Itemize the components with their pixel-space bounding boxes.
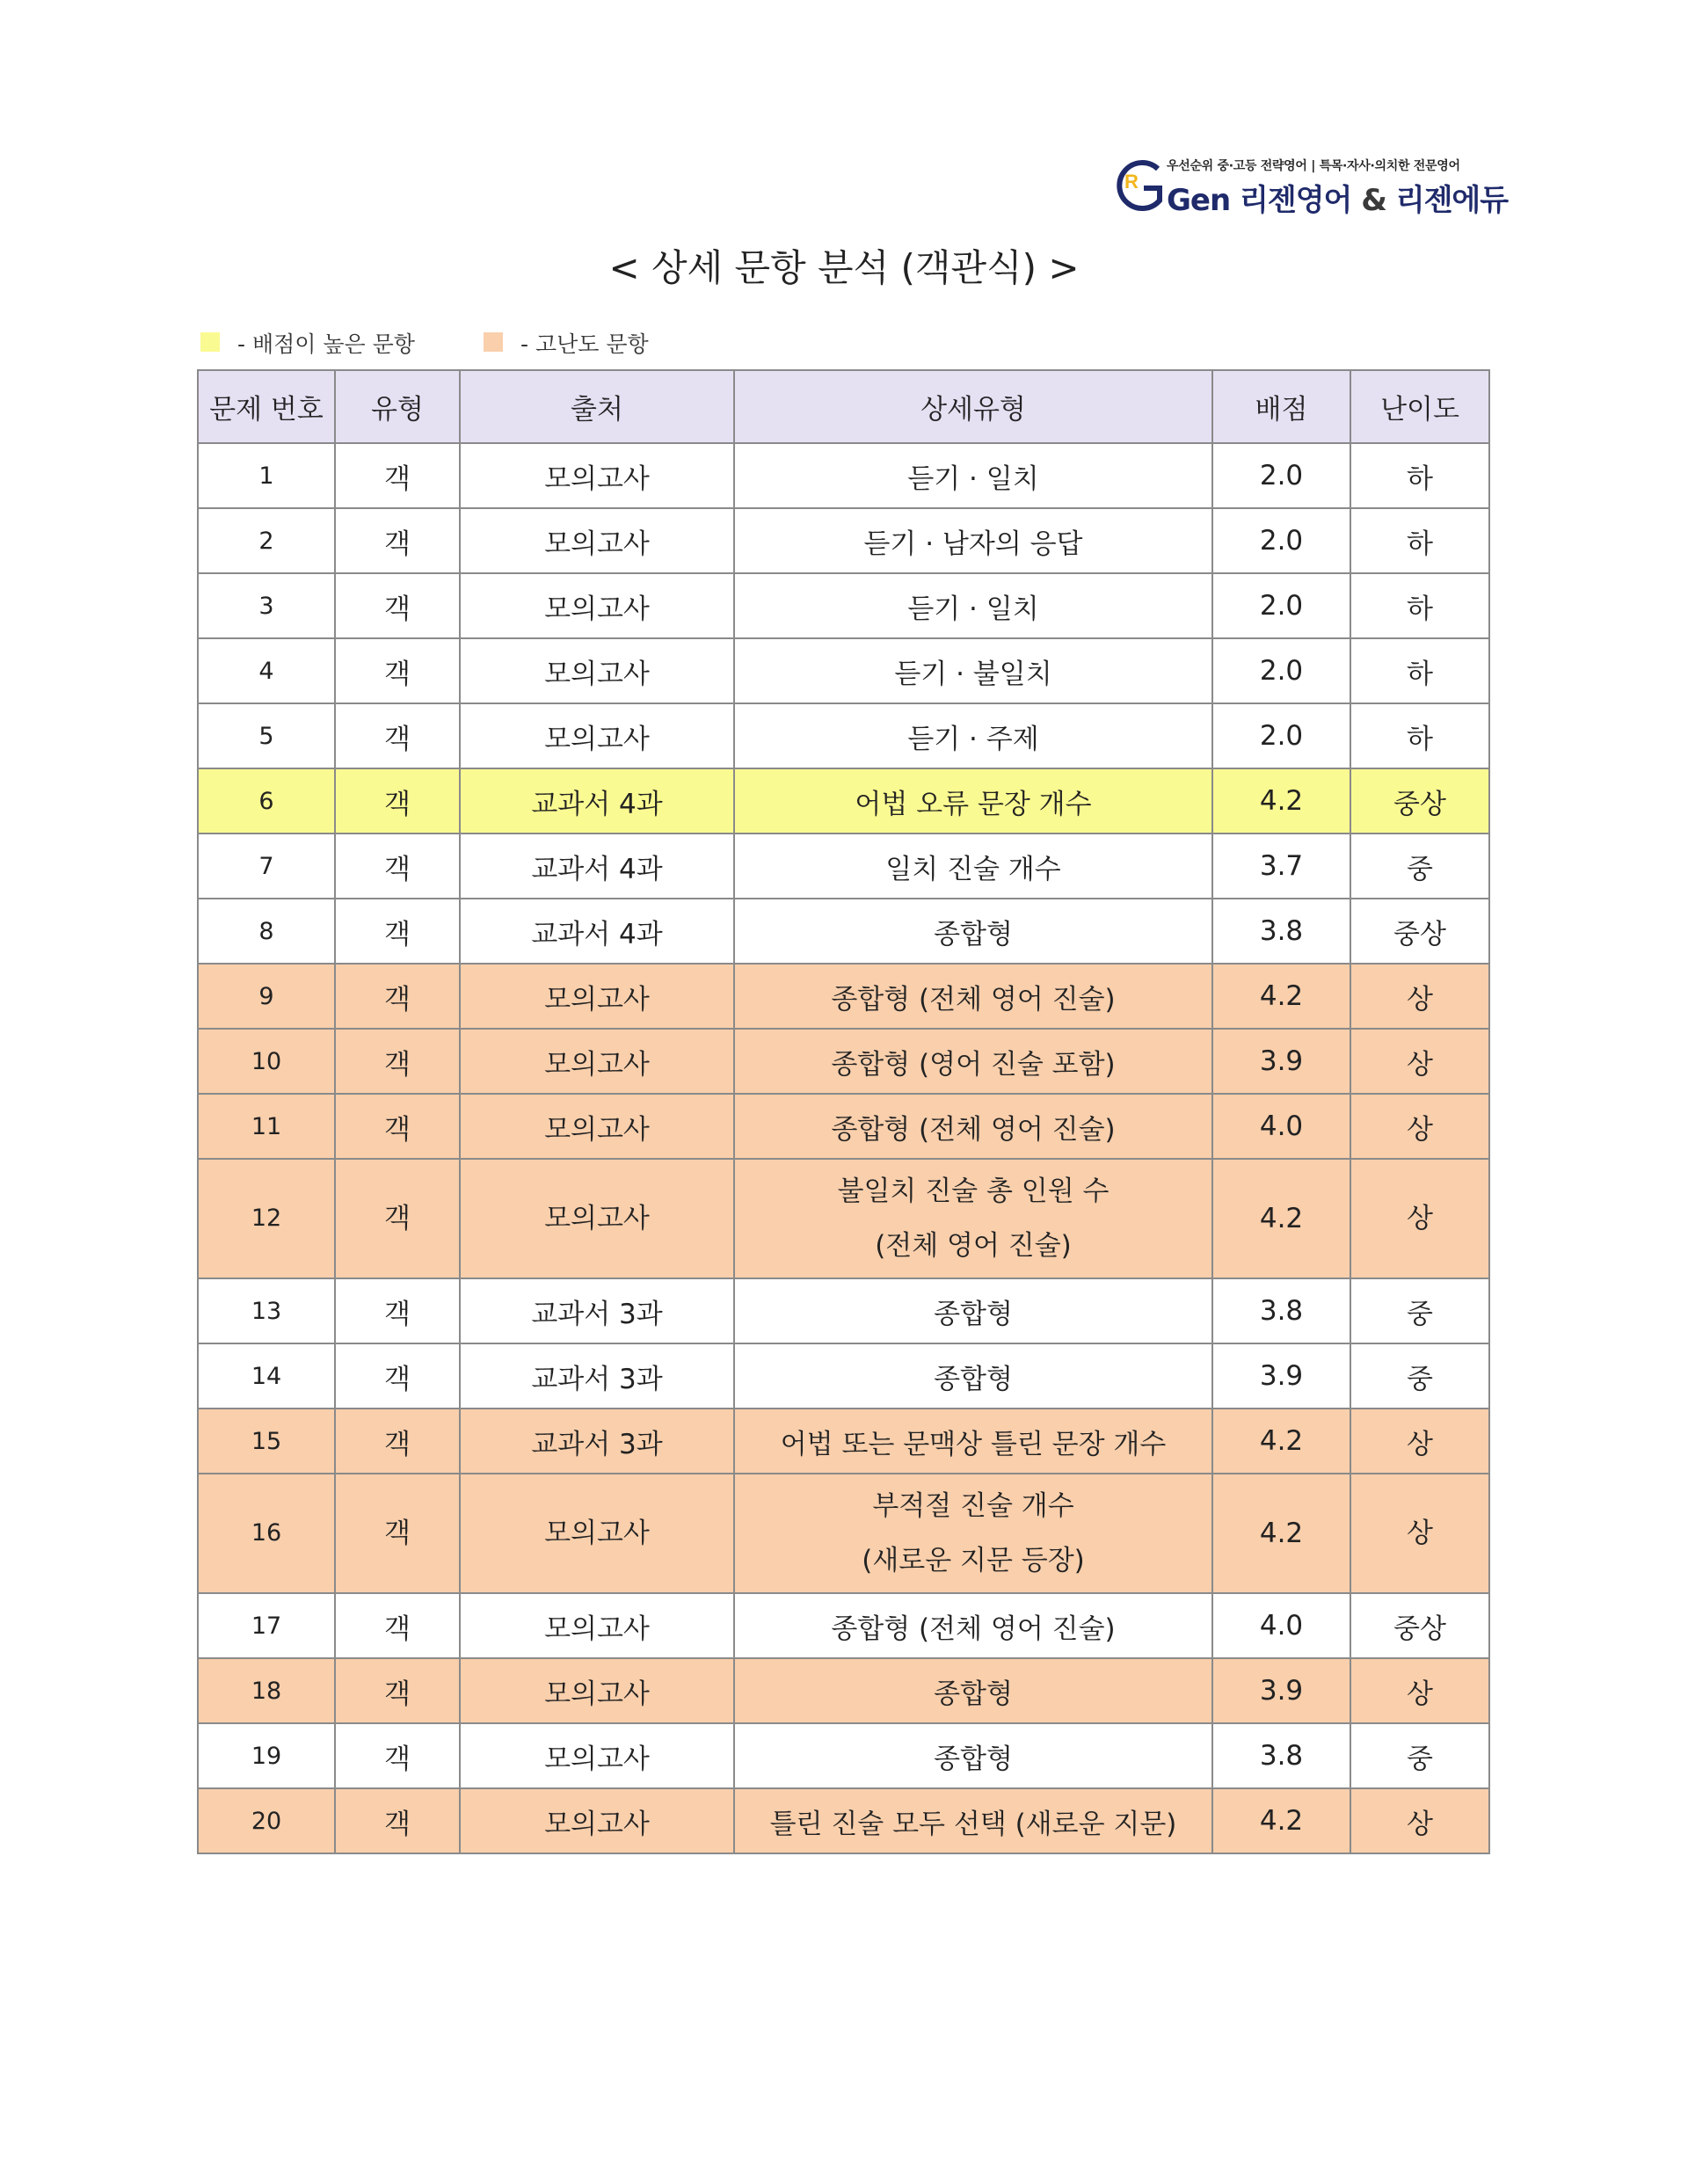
cell-detail-type [734, 638, 1212, 703]
cell-type: 객 [335, 1593, 460, 1658]
cell-score: 3.8 [1212, 1723, 1350, 1788]
cell-question-number: 18 [198, 1658, 335, 1723]
detail-line: 종합형 (전체 영어 진술) [831, 1113, 1116, 1146]
cell-detail-type [734, 1278, 1212, 1343]
table-row [198, 1094, 1489, 1159]
cell-score: 2.0 [1212, 703, 1350, 768]
cell-type: 객 [335, 1094, 460, 1159]
table-row [198, 1658, 1489, 1723]
cell-difficulty: 상 [1350, 964, 1489, 1029]
cell-question-number: 2 [198, 508, 335, 573]
cell-source: 모의고사 [460, 1474, 734, 1593]
legend-label: - 고난도 문항 [520, 331, 649, 357]
header-difficulty: 난이도 [1350, 370, 1489, 443]
cell-source: 교과서 3과 [460, 1278, 734, 1343]
cell-score: 4.0 [1212, 1593, 1350, 1658]
cell-score: 2.0 [1212, 573, 1350, 638]
legend-swatch-hard [484, 332, 503, 352]
cell-score: 2.0 [1212, 443, 1350, 508]
table-row [198, 1343, 1489, 1409]
cell-question-number: 14 [198, 1343, 335, 1409]
cell-difficulty: 중 [1350, 1343, 1489, 1409]
table-row [198, 508, 1489, 573]
cell-difficulty: 중상 [1350, 899, 1489, 964]
detail-line: 듣기 · 일치 [907, 462, 1039, 495]
cell-source: 교과서 4과 [460, 768, 734, 834]
cell-type: 객 [335, 1409, 460, 1474]
table-row [198, 834, 1489, 899]
cell-score: 3.9 [1212, 1343, 1350, 1409]
cell-source: 모의고사 [460, 1094, 734, 1159]
cell-source: 교과서 3과 [460, 1409, 734, 1474]
cell-source: 모의고사 [460, 703, 734, 768]
cell-question-number: 9 [198, 964, 335, 1029]
table-row [198, 1474, 1489, 1593]
table-row [198, 768, 1489, 834]
detail-line: 종합형 [934, 1298, 1013, 1330]
cell-type: 객 [335, 834, 460, 899]
cell-question-number: 20 [198, 1788, 335, 1853]
cell-question-number: 5 [198, 703, 335, 768]
cell-detail-type [734, 1094, 1212, 1159]
table-row [198, 573, 1489, 638]
cell-type: 객 [335, 1278, 460, 1343]
cell-detail-type [734, 1029, 1212, 1094]
cell-question-number: 17 [198, 1593, 335, 1658]
cell-difficulty: 상 [1350, 1094, 1489, 1159]
cell-difficulty: 상 [1350, 1658, 1489, 1723]
cell-difficulty: 하 [1350, 443, 1489, 508]
cell-difficulty: 중 [1350, 834, 1489, 899]
table-body [198, 443, 1489, 1853]
cell-source: 모의고사 [460, 638, 734, 703]
logo-brand-primary: Gen 리젠영어 [1167, 183, 1352, 218]
cell-detail-type [734, 443, 1212, 508]
cell-detail-type [734, 1658, 1212, 1723]
cell-source: 모의고사 [460, 1658, 734, 1723]
cell-type: 객 [335, 638, 460, 703]
cell-detail-type [734, 573, 1212, 638]
detail-line: 부적절 진술 개수 [872, 1490, 1074, 1522]
detail-line: (새로운 지문 등장) [862, 1545, 1085, 1576]
table-row [198, 1788, 1489, 1853]
table-row [198, 1409, 1489, 1474]
cell-source: 모의고사 [460, 1593, 734, 1658]
cell-score: 4.2 [1212, 964, 1350, 1029]
cell-score: 4.2 [1212, 1474, 1350, 1593]
cell-difficulty: 하 [1350, 508, 1489, 573]
cell-detail-type [734, 899, 1212, 964]
header-type: 유형 [335, 370, 460, 443]
table-row [198, 443, 1489, 508]
detail-line: 종합형 [934, 1743, 1013, 1775]
analysis-table [197, 369, 1490, 1854]
cell-detail-type [734, 508, 1212, 573]
cell-difficulty: 하 [1350, 703, 1489, 768]
cell-type: 객 [335, 1474, 460, 1593]
cell-detail-type [734, 1343, 1212, 1409]
cell-question-number: 11 [198, 1094, 335, 1159]
logo-mark-letter: R [1124, 171, 1139, 193]
cell-score: 4.2 [1212, 1159, 1350, 1278]
cell-score: 3.9 [1212, 1029, 1350, 1094]
detail-line: 종합형 (전체 영어 진술) [831, 983, 1116, 1016]
cell-source: 모의고사 [460, 443, 734, 508]
cell-difficulty: 상 [1350, 1788, 1489, 1853]
table-row [198, 1723, 1489, 1788]
cell-source: 모의고사 [460, 964, 734, 1029]
cell-type: 객 [335, 443, 460, 508]
cell-type: 객 [335, 1029, 460, 1094]
table-row [198, 1593, 1489, 1658]
cell-score: 4.2 [1212, 1409, 1350, 1474]
detail-line: 듣기 · 일치 [907, 593, 1039, 625]
detail-line: 종합형 [934, 1363, 1013, 1395]
cell-difficulty: 상 [1350, 1159, 1489, 1278]
detail-line: 종합형 [934, 1678, 1013, 1710]
cell-source: 모의고사 [460, 1029, 734, 1094]
header-source: 출처 [460, 370, 734, 443]
cell-question-number: 19 [198, 1723, 335, 1788]
detail-line: 종합형 (전체 영어 진술) [831, 1613, 1116, 1645]
logo-ampersand: & [1361, 183, 1386, 218]
table-row [198, 1278, 1489, 1343]
table-row [198, 899, 1489, 964]
cell-type: 객 [335, 899, 460, 964]
detail-line: 듣기 · 남자의 응답 [863, 528, 1083, 560]
cell-question-number: 16 [198, 1474, 335, 1593]
logo [1112, 149, 1509, 220]
cell-detail-type [734, 1409, 1212, 1474]
detail-line: 어법 오류 문장 개수 [855, 788, 1092, 820]
cell-score: 2.0 [1212, 508, 1350, 573]
cell-source: 교과서 4과 [460, 899, 734, 964]
cell-type: 객 [335, 1788, 460, 1853]
detail-line: (전체 영어 진술) [875, 1230, 1072, 1262]
cell-source: 모의고사 [460, 1788, 734, 1853]
cell-detail-type [734, 1723, 1212, 1788]
cell-difficulty: 하 [1350, 638, 1489, 703]
cell-detail-type [734, 1788, 1212, 1853]
cell-score: 2.0 [1212, 638, 1350, 703]
detail-line: 종합형 [934, 918, 1013, 950]
cell-detail-type [734, 1593, 1212, 1658]
detail-line: 듣기 · 불일치 [894, 658, 1052, 690]
cell-difficulty: 중 [1350, 1723, 1489, 1788]
cell-difficulty: 중 [1350, 1278, 1489, 1343]
header-score: 배점 [1212, 370, 1350, 443]
cell-detail-type [734, 1159, 1212, 1278]
cell-type: 객 [335, 1159, 460, 1278]
cell-source: 모의고사 [460, 573, 734, 638]
cell-score: 3.8 [1212, 1278, 1350, 1343]
legend-label: - 배점이 높은 문항 [237, 331, 415, 357]
logo-tagline: 우선순위 중·고등 전략영어 | 특목·자사·의치한 전문영어 [1167, 159, 1460, 173]
table-row [198, 703, 1489, 768]
cell-question-number: 3 [198, 573, 335, 638]
cell-difficulty: 중상 [1350, 1593, 1489, 1658]
cell-question-number: 10 [198, 1029, 335, 1094]
header-question-number: 문제 번호 [198, 370, 335, 443]
detail-line: 종합형 (영어 진술 포함) [831, 1048, 1116, 1081]
cell-difficulty: 상 [1350, 1409, 1489, 1474]
cell-source: 모의고사 [460, 1723, 734, 1788]
cell-type: 객 [335, 1723, 460, 1788]
cell-score: 3.7 [1212, 834, 1350, 899]
cell-difficulty: 상 [1350, 1474, 1489, 1593]
detail-line: 불일치 진술 총 인원 수 [837, 1176, 1110, 1207]
cell-type: 객 [335, 964, 460, 1029]
cell-question-number: 6 [198, 768, 335, 834]
cell-score: 4.2 [1212, 768, 1350, 834]
cell-detail-type [734, 834, 1212, 899]
cell-score: 3.8 [1212, 899, 1350, 964]
cell-type: 객 [335, 703, 460, 768]
cell-difficulty: 하 [1350, 573, 1489, 638]
logo-brand-secondary: 리젠에듀 [1395, 183, 1509, 218]
cell-question-number: 7 [198, 834, 335, 899]
legend-swatch-high-score [200, 332, 220, 352]
header-detail-type: 상세유형 [734, 370, 1212, 443]
cell-question-number: 13 [198, 1278, 335, 1343]
cell-source: 교과서 4과 [460, 834, 734, 899]
cell-question-number: 15 [198, 1409, 335, 1474]
cell-type: 객 [335, 508, 460, 573]
table-row [198, 638, 1489, 703]
detail-line: 틀린 진술 모두 선택 (새로운 지문) [769, 1808, 1177, 1840]
detail-line: 듣기 · 주제 [907, 723, 1039, 755]
table-row [198, 964, 1489, 1029]
table-header-row [198, 370, 1489, 443]
detail-line: 일치 진술 개수 [885, 853, 1061, 885]
logo-mark-icon [1112, 149, 1168, 220]
cell-score: 3.9 [1212, 1658, 1350, 1723]
table-row [198, 1159, 1489, 1278]
cell-question-number: 4 [198, 638, 335, 703]
cell-detail-type [734, 1474, 1212, 1593]
cell-difficulty: 상 [1350, 1029, 1489, 1094]
cell-score: 4.0 [1212, 1094, 1350, 1159]
cell-type: 객 [335, 1658, 460, 1723]
cell-question-number: 12 [198, 1159, 335, 1278]
page-title: < 상세 문항 분석 (객관식) > [608, 246, 1080, 289]
cell-question-number: 1 [198, 443, 335, 508]
cell-type: 객 [335, 573, 460, 638]
cell-type: 객 [335, 768, 460, 834]
logo-brand [1167, 176, 1508, 219]
cell-question-number: 8 [198, 899, 335, 964]
table-row [198, 1029, 1489, 1094]
cell-score: 4.2 [1212, 1788, 1350, 1853]
detail-line: 어법 또는 문맥상 틀린 문장 개수 [780, 1428, 1167, 1460]
cell-source: 교과서 3과 [460, 1343, 734, 1409]
cell-source: 모의고사 [460, 1159, 734, 1278]
cell-detail-type [734, 964, 1212, 1029]
cell-detail-type [734, 703, 1212, 768]
cell-source: 모의고사 [460, 508, 734, 573]
cell-difficulty: 중상 [1350, 768, 1489, 834]
cell-type: 객 [335, 1343, 460, 1409]
cell-detail-type [734, 768, 1212, 834]
